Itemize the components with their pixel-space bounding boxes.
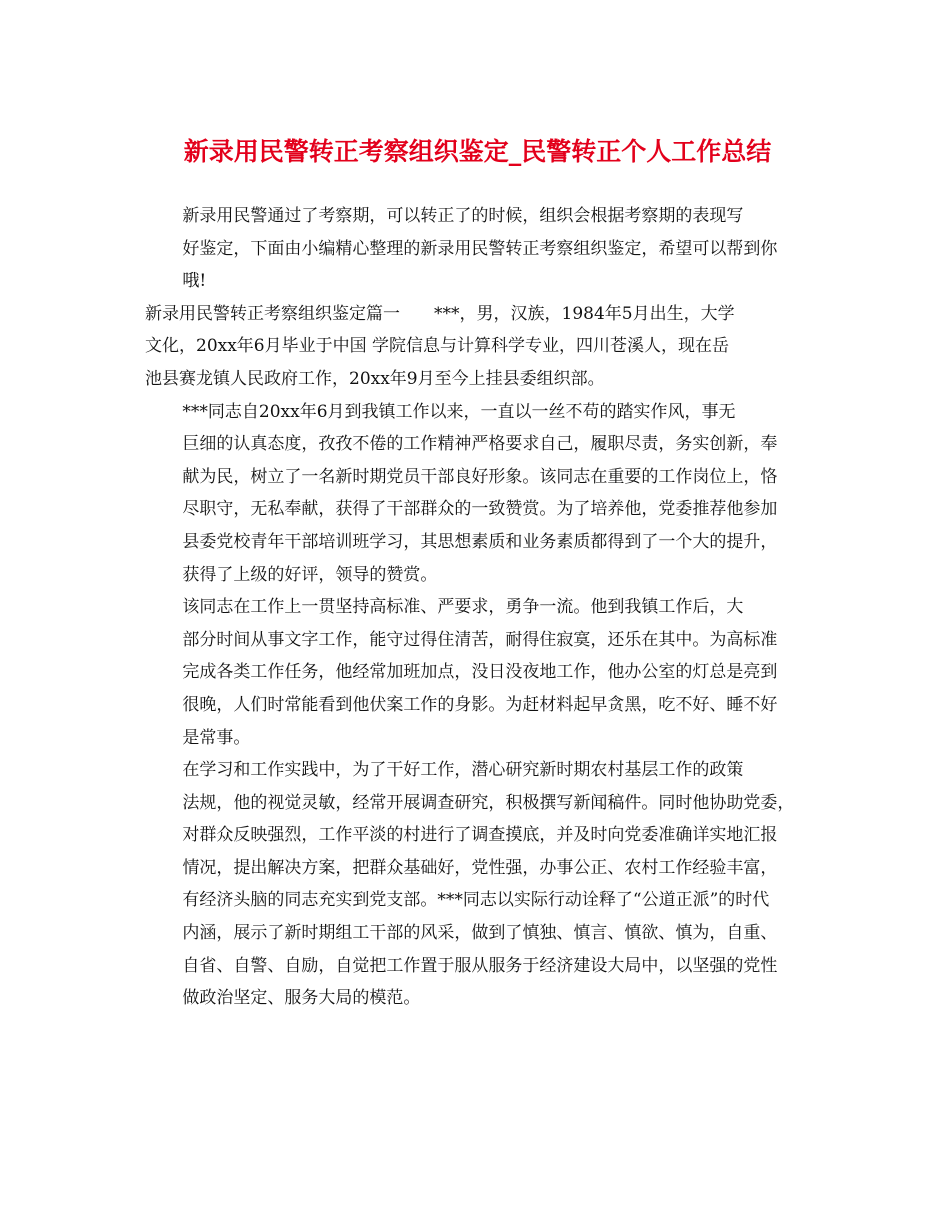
- text-line: ***同志自20xx年6月到我镇工作以来，一直以一丝不苟的踏实作风，事无: [182, 401, 736, 422]
- text-line: 自省、自警、自励，自觉把工作置于服从服务于经济建设大局中，以坚强的党性: [182, 955, 778, 976]
- paragraph: [145, 298, 810, 396]
- text-line: 该同志在工作上一贯坚持高标准、严要求，勇争一流。他到我镇工作后，大: [182, 597, 744, 618]
- text-line: 情况，提出解决方案，把群众基础好，党性强，办事公正、农村工作经验丰富，: [182, 857, 778, 878]
- document-body: [145, 200, 810, 1015]
- text-line: 文化，20xx年6月毕业于中国 学院信息与计算科学专业，四川苍溪人，现在岳: [145, 336, 730, 357]
- document-title: 新录用民警转正考察组织鉴定_民警转正个人工作总结: [183, 137, 772, 166]
- paragraph: [145, 396, 810, 592]
- text-line: 在学习和工作实践中，为了干好工作，潜心研究新时期农村基层工作的政策: [182, 760, 744, 781]
- paragraph: [145, 200, 810, 298]
- text-line: 部分时间从事文字工作，能守过得住清苦，耐得住寂寞，还乐在其中。为高标准: [182, 629, 778, 650]
- text-line: 做政治坚定、服务大局的模范。: [182, 988, 421, 1009]
- text-line: 新录用民警通过了考察期，可以转正了的时候，组织会根据考察期的表现写: [182, 206, 744, 226]
- text-line: 内涵，展示了新时期组工干部的风采，做到了慎独、慎言、慎欲、慎为，自重、: [182, 923, 778, 944]
- text-line: 好鉴定，下面由小编精心整理的新录用民警转正考察组织鉴定，希望可以帮到你: [182, 238, 778, 259]
- text-line: 县委党校青年干部培训班学习，其思想素质和业务素质都得到了一个大的提升，: [182, 531, 778, 552]
- text-line: 池县赛龙镇人民政府工作，20xx年9月至今上挂县委组织部。: [145, 368, 605, 389]
- text-line: 献为民，树立了一名新时期党员干部良好形象。该同志在重要的工作岗位上，恪: [182, 466, 778, 487]
- text-line: 新录用民警转正考察组织鉴定篇一 ***，男，汉族，1984年5月出生，大学: [145, 303, 735, 324]
- paragraph: [145, 754, 810, 1015]
- text-line: 是常事。: [182, 727, 251, 748]
- text-line: 很晚，人们时常能看到他伏案工作的身影。为赶材料起早贪黑，吃不好、睡不好: [182, 694, 778, 715]
- paragraph: [145, 591, 810, 754]
- text-line: 巨细的认真态度，孜孜不倦的工作精神严格要求自己，履职尽责，务实创新，奉: [182, 434, 778, 455]
- text-line: 对群众反映强烈，工作平淡的村进行了调查摸底，并及时向党委准确详实地汇报: [182, 825, 778, 846]
- text-line: 有经济头脑的同志充实到党支部。***同志以实际行动诠释了“公道正派”的时代: [182, 890, 770, 911]
- text-line: 尽职守，无私奉献，获得了干部群众的一致赞赏。为了培养他，党委推荐他参加: [182, 499, 778, 520]
- text-line: 获得了上级的好评，领导的赞赏。: [182, 564, 438, 585]
- text-line: 完成各类工作任务，他经常加班加点，没日没夜地工作，他办公室的灯总是亮到: [182, 662, 778, 683]
- text-line: 法规，他的视觉灵敏，经常开展调查研究，积极撰写新闻稿件。同时他协助党委，: [182, 792, 795, 813]
- text-line: 哦!: [182, 271, 207, 292]
